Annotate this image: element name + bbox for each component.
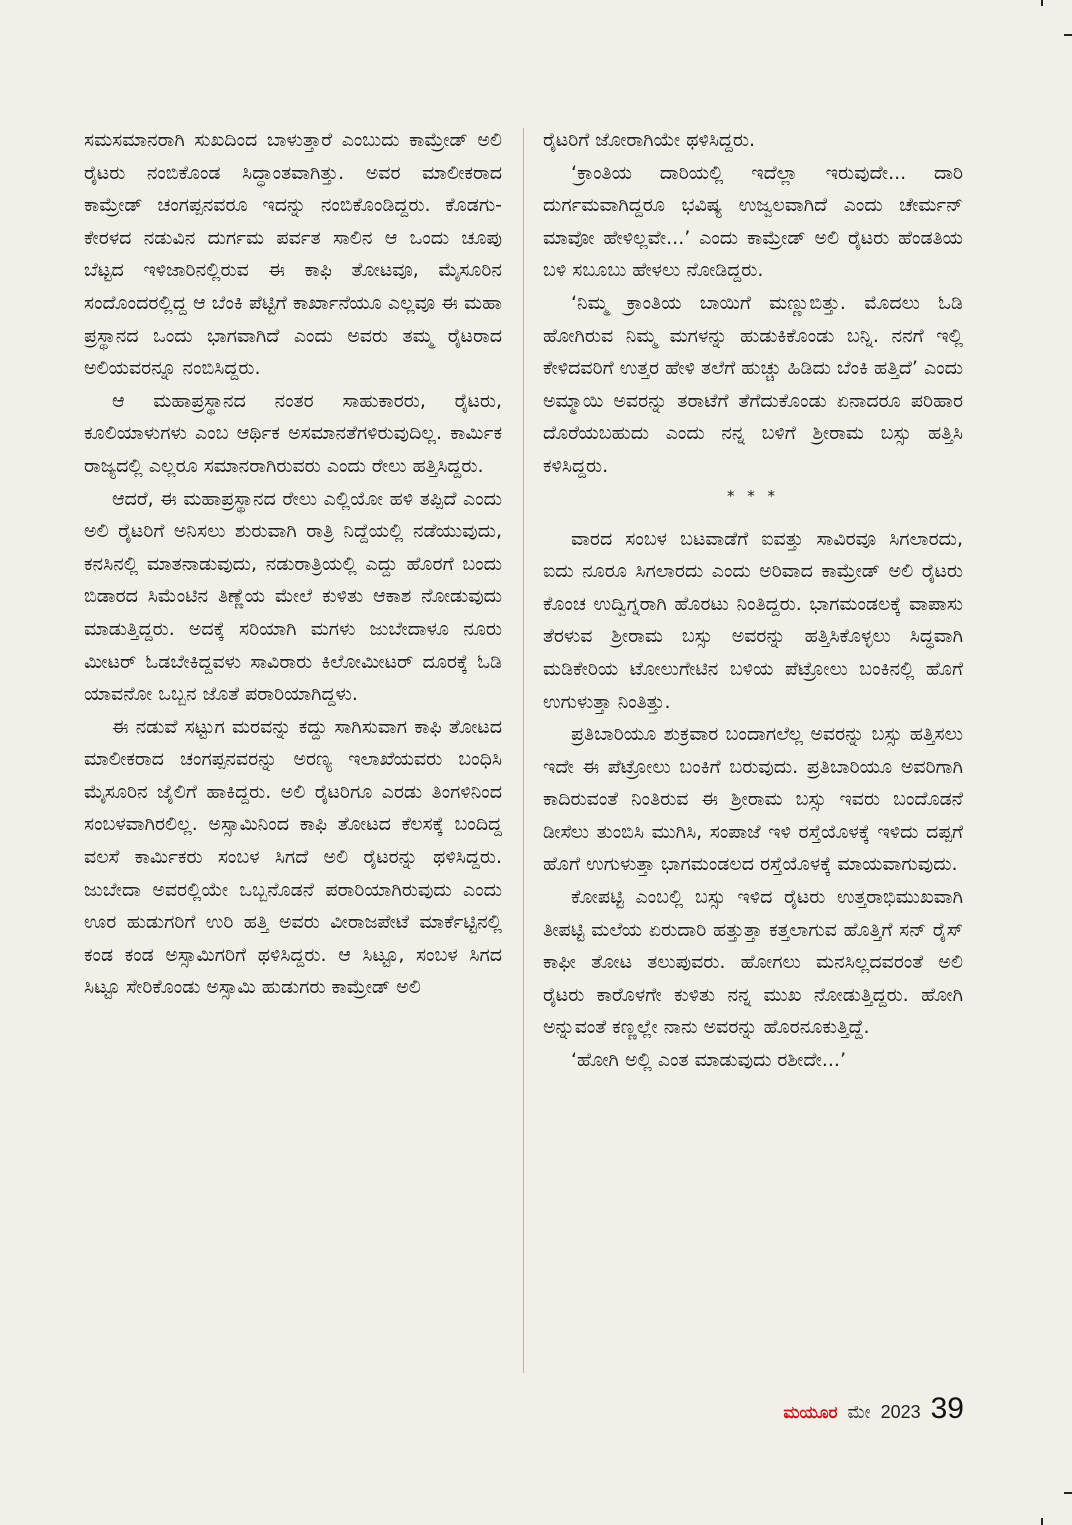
magazine-logo: ಮಯೂರ [783, 1403, 838, 1423]
paragraph: ರೈಟರಿಗೆ ಜೋರಾಗಿಯೇ ಥಳಿಸಿದ್ದರು. [543, 129, 756, 151]
section-separator: * * * [726, 486, 780, 505]
paragraph: ಕೋಪಟ್ಟಿ ಎಂಬಲ್ಲಿ ಬಸ್ಸು ಇಳಿದ ರೈಟರು ಉತ್ತರಾಭಿಮುಖವಾಗಿ ತೀಪಟ್ಟಿ ಮಲೆಯ ಏರುದಾರಿ ಹತ್ತುತ್ತಾ ಕತ್ತಲಾಗುವ ಹೊತ್ತಿಗೆ ಸನ್ ರೈಸ್ ಕಾಫೀ ತೋಟ ತಲುಪುವರು. ಹೋಗಲು ಮನಸಿಲ್ಲದವರಂತೆ ಅಲಿ ರೈಟರು ಕಾರೊಳಗೇ ಕುಳಿತು ನನ್ನ ಮುಖ ನೋಡುತ್ತಿದ್ದರು. ಹೋಗಿ ಅನ್ನುವಂತೆ ಕಣ್ಣಲ್ಲೇ ನಾನು ಅವರನ್ನು ಹೊರನೂಕುತ್ತಿದ್ದೆ. [543, 886, 963, 1039]
paragraph: ಸಮಸಮಾನರಾಗಿ ಸುಖದಿಂದ ಬಾಳುತ್ತಾರೆ ಎಂಬುದು ಕಾಮ್ರೇಡ್ ಅಲಿ ರೈಟರು ನಂಬಿಕೊಂಡ ಸಿದ್ಧಾಂತವಾಗಿತ್ತು. ಅವರ ಮಾಲೀಕರಾದ ಕಾಮ್ರೇಡ್ ಚಂಗಪ್ಪನವರೂ ಇದನ್ನು ನಂಬಿಕೊಂಡಿದ್ದರು. ಕೊಡಗು-ಕೇರಳದ ನಡುವಿನ ದುರ್ಗಮ ಪರ್ವತ ಸಾಲಿನ ಆ ಒಂದು ಚೂಪು ಬೆಟ್ಟದ ಇಳಿಜಾರಿನಲ್ಲಿರುವ ಈ ಕಾಫಿ ತೋಟವೂ, ಮೈಸೂರಿನ ಸಂದೊಂದರಲ್ಲಿದ್ದ ಆ ಬೆಂಕಿ ಪೆಟ್ಟಿಗೆ ಕಾರ್ಖಾನೆಯೂ ಎಲ್ಲವೂ ಈ ಮಹಾ ಪ್ರಸ್ಥಾನದ ಒಂದು ಭಾಗವಾಗಿದೆ ಎಂದು ಅವರು ತಮ್ಮ ರೈಟರಾದ ಅಲಿಯವರನ್ನೂ ನಂಬಿಸಿದ್ದರು. [84, 129, 502, 380]
crop-mark-top-right [1041, 0, 1043, 6]
crop-mark-right-bottom [1064, 1492, 1072, 1494]
paragraph: ಈ ನಡುವೆ ಸಟ್ಟುಗ ಮರವನ್ನು ಕದ್ದು ಸಾಗಿಸುವಾಗ ಕಾಫಿ ತೋಟದ ಮಾಲೀಕರಾದ ಚಂಗಪ್ಪನವರನ್ನು ಅರಣ್ಯ ಇಲಾಖೆಯವರು ಬಂಧಿಸಿ ಮೈಸೂರಿನ ಜೈಲಿಗೆ ಹಾಕಿದ್ದರು. ಅಲಿ ರೈಟರಿಗೂ ಎರಡು ತಿಂಗಳಿನಿಂದ ಸಂಬಳವಾಗಿರಲಿಲ್ಲ. ಅಸ್ಸಾಮಿನಿಂದ ಕಾಫಿ ತೋಟದ ಕೆಲಸಕ್ಕೆ ಬಂದಿದ್ದ ವಲಸೆ ಕಾರ್ಮಿಕರು ಸಂಬಳ ಸಿಗದೆ ಅಲಿ ರೈಟರನ್ನು ಥಳಿಸಿದ್ದರು. ಜುಬೇದಾ ಅವರಲ್ಲಿಯೇ ಒಬ್ಬನೊಡನೆ ಪರಾರಿಯಾಗಿರುವುದು ಎಂದು ಊರ ಹುಡುಗರಿಗೆ ಉರಿ ಹತ್ತಿ ಅವರು ವೀರಾಜಪೇಟೆ ಮಾರ್ಕೆಟ್ಟಿನಲ್ಲಿ ಕಂಡ ಕಂಡ ಅಸ್ಸಾಮಿಗರಿಗೆ ಥಳಿಸಿದ್ದರು. ಆ ಸಿಟ್ಟೂ, ಸಂಬಳ ಸಿಗದ ಸಿಟ್ಟೂ ಸೇರಿಕೊಂಡು ಅಸ್ಸಾಮಿ ಹುಡುಗರು ಕಾಮ್ರೇಡ್ ಅಲಿ [84, 715, 502, 999]
crop-mark-bottom-right [1041, 1518, 1043, 1525]
paragraph: ಪ್ರತಿಬಾರಿಯೂ ಶುಕ್ರವಾರ ಬಂದಾಗಲೆಲ್ಲ ಅವರನ್ನು ಬಸ್ಸು ಹತ್ತಿಸಲು ಇದೇ ಈ ಪೆಟ್ರೋಲು ಬಂಕಿಗೆ ಬರುವುದು. ಪ್ರತಿಬಾರಿಯೂ ಅವರಿಗಾಗಿ ಕಾದಿರುವಂತೆ ನಿಂತಿರುವ ಈ ಶ್ರೀರಾಮ ಬಸ್ಸು ಇವರು ಬಂದೊಡನೆ ಡೀಸೆಲು ತುಂಬಿಸಿ ಮುಗಿಸಿ, ಸಂಪಾಜೆ ಇಳಿ ರಸ್ತೆಯೊಳಕ್ಕೆ ಇಳಿದು ದಪ್ಪಗೆ ಹೊಗೆ ಉಗುಳುತ್ತಾ ಭಾಗಮಂಡಲದ ರಸ್ತೆಯೊಳಕ್ಕೆ ಮಾಯವಾಗುವುದು. [543, 723, 963, 876]
paragraph: ‘ಹೋಗಿ ಅಲ್ಲಿ ಎಂತ ಮಾಡುವುದು ರಶೀದೇ...’ [571, 1049, 847, 1072]
issue-year: 2023 [880, 1402, 921, 1422]
page-number: 39 [930, 1392, 964, 1425]
paragraph: ಆದರೆ, ಈ ಮಹಾಪ್ರಸ್ಥಾನದ ರೇಲು ಎಲ್ಲಿಯೋ ಹಳಿ ತಪ್ಪಿದೆ ಎಂದು ಅಲಿ ರೈಟರಿಗೆ ಅನಿಸಲು ಶುರುವಾಗಿ ರಾತ್ರಿ ನಿದ್ದೆಯಲ್ಲಿ ನಡೆಯುವುದು, ಕನಸಿನಲ್ಲಿ ಮಾತನಾಡುವುದು, ನಡುರಾತ್ರಿಯಲ್ಲಿ ಎದ್ದು ಹೊರಗೆ ಬಂದು ಬಿಡಾರದ ಸಿಮೆಂಟಿನ ತಿಣ್ಣೆಯ ಮೇಲೆ ಕುಳಿತು ಆಕಾಶ ನೋಡುವುದು ಮಾಡುತ್ತಿದ್ದರು. ಅದಕ್ಕೆ ಸರಿಯಾಗಿ ಮಗಳು ಜುಬೇದಾಳೂ ನೂರು ಮೀಟರ್ ಓಡಬೇಕಿದ್ದವಳು ಸಾವಿರಾರು ಕಿಲೋಮೀಟರ್ ದೂರಕ್ಕೆ ಓಡಿ ಯಾವನೋ ಒಬ್ಬನ ಜೊತೆ ಪರಾರಿಯಾಗಿದ್ದಳು. [84, 487, 502, 706]
issue-month: ಮೇ [847, 1402, 871, 1423]
left-column [84, 124, 502, 1004]
column-divider [523, 128, 524, 1373]
right-column [543, 124, 963, 1077]
page-footer [783, 1392, 964, 1426]
crop-mark-right-top [1064, 34, 1072, 36]
paragraph: ‘ನಿಮ್ಮ ಕ್ರಾಂತಿಯ ಬಾಯಿಗೆ ಮಣ್ಣುಬಿತ್ತು. ಮೊದಲು ಓಡಿ ಹೋಗಿರುವ ನಿಮ್ಮ ಮಗಳನ್ನು ಹುಡುಕಿಕೊಂಡು ಬನ್ನಿ. ನನಗೆ ಇಲ್ಲಿ ಕೇಳಿದವರಿಗೆ ಉತ್ತರ ಹೇಳಿ ತಲೆಗೆ ಹುಚ್ಚು ಹಿಡಿದು ಬೆಂಕಿ ಹತ್ತಿದೆ’ ಎಂದು ಅಮ್ಮಾಯಿ ಅವರನ್ನು ತರಾಟೆಗೆ ತೆಗೆದುಕೊಂಡು ಏನಾದರೂ ಪರಿಹಾರ ದೊರೆಯಬಹುದು ಎಂದು ನನ್ನ ಬಳಿಗೆ ಶ್ರೀರಾಮ ಬಸ್ಸು ಹತ್ತಿಸಿ ಕಳಿಸಿದ್ದರು. [543, 291, 963, 477]
paragraph: ಆ ಮಹಾಪ್ರಸ್ಥಾನದ ನಂತರ ಸಾಹುಕಾರರು, ರೈಟರು, ಕೂಲಿಯಾಳುಗಳು ಎಂಬ ಆರ್ಥಿಕ ಅಸಮಾನತೆಗಳಿರುವುದಿಲ್ಲ. ಕಾರ್ಮಿಕ ರಾಜ್ಯದಲ್ಲಿ ಎಲ್ಲರೂ ಸಮಾನರಾಗಿರುವರು ಎಂದು ರೇಲು ಹತ್ತಿಸಿದ್ದರು. [84, 389, 502, 477]
section-gap [543, 509, 963, 523]
paragraph: ‘ಕ್ರಾಂತಿಯ ದಾರಿಯಲ್ಲಿ ಇದೆಲ್ಲಾ ಇರುವುದೇ... ದಾರಿ ದುರ್ಗಮವಾಗಿದ್ದರೂ ಭವಿಷ್ಯ ಉಜ್ವಲವಾಗಿದೆ ಎಂದು ಚೇರ್ಮನ್ ಮಾವೋ ಹೇಳಿಲ್ಲವೇ...’ ಎಂದು ಕಾಮ್ರೇಡ್ ಅಲಿ ರೈಟರು ಹೆಂಡತಿಯ ಬಳಿ ಸಬೂಬು ಹೇಳಲು ನೋಡಿದ್ದರು. [543, 161, 963, 282]
paragraph: ವಾರದ ಸಂಬಳ ಬಟವಾಡೆಗೆ ಐವತ್ತು ಸಾವಿರವೂ ಸಿಗಲಾರದು, ಐದು ನೂರೂ ಸಿಗಲಾರದು ಎಂದು ಅರಿವಾದ ಕಾಮ್ರೇಡ್ ಅಲಿ ರೈಟರು ಕೊಂಚ ಉದ್ವಿಗ್ನರಾಗಿ ಹೊರಟು ನಿಂತಿದ್ದರು. ಭಾಗಮಂಡಲಕ್ಕೆ ವಾಪಾಸು ತೆರಳುವ ಶ್ರೀರಾಮ ಬಸ್ಸು ಅವರನ್ನು ಹತ್ತಿಸಿಕೊಳ್ಳಲು ಸಿದ್ಧವಾಗಿ ಮಡಿಕೇರಿಯ ಟೋಲುಗೇಟಿನ ಬಳಿಯ ಪೆಟ್ರೋಲು ಬಂಕಿನಲ್ಲಿ ಹೊಗೆ ಉಗುಳುತ್ತಾ ನಿಂತಿತ್ತು. [543, 527, 963, 713]
